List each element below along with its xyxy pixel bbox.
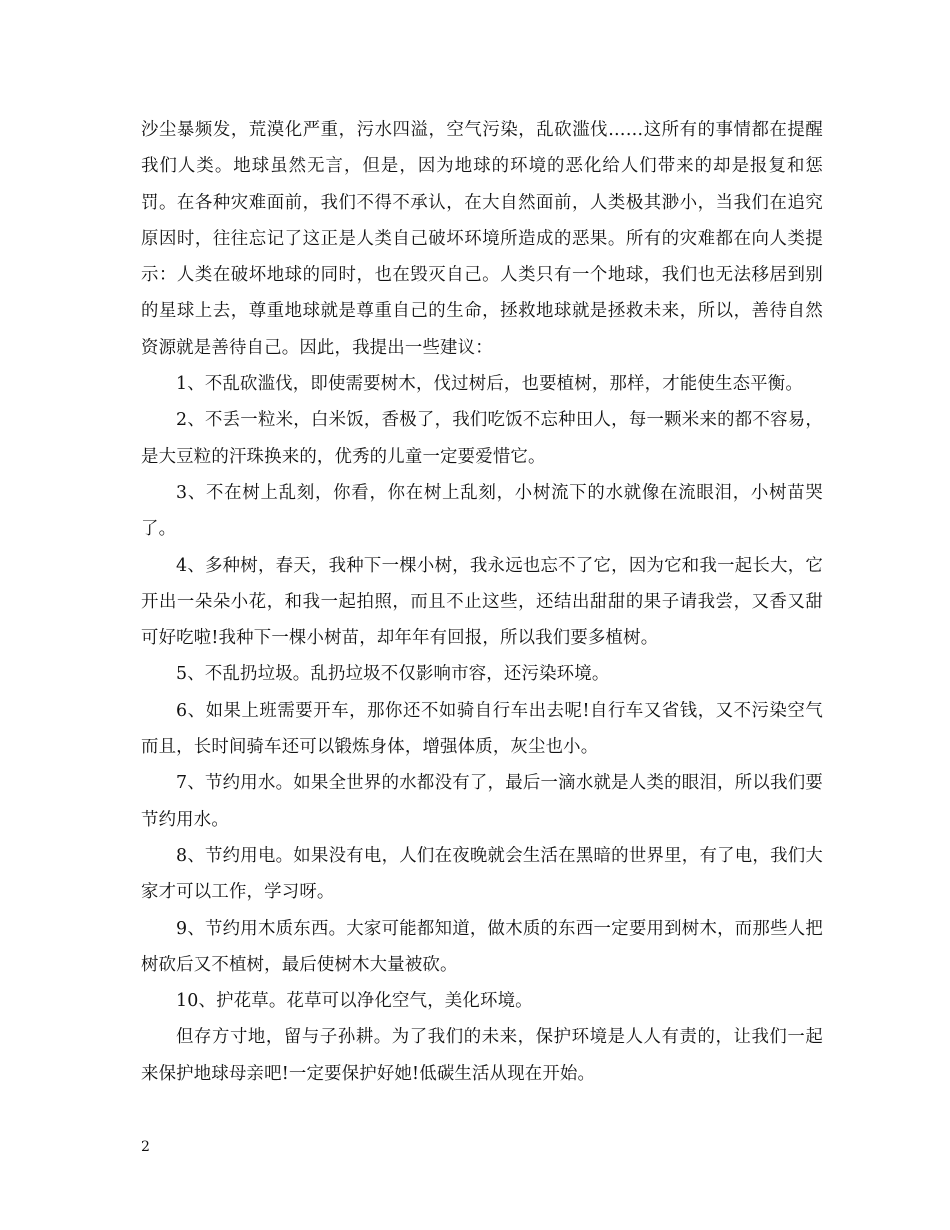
suggestion-item-8: 8、节约用电。如果没有电，人们在夜晚就会生活在黑暗的世界里，有了电，我们大家才可以工作，学习呀。 — [141, 845, 823, 903]
suggestion-item-4: 4、多种树，春天，我种下一棵小树，我永远也忘不了它，因为它和我一起长大，它开出一朵朵小花，和我一起拍照，而且不止这些，还结出甜甜的果子请我尝，又香又甜可好吃啦!我种下一棵小树苗，却年年有回报，所以我们要多植树。 — [141, 555, 823, 649]
suggestion-item-1: 1、不乱砍滥伐，即使需要树木，伐过树后，也要植树，那样，才能使生态平衡。 — [176, 374, 803, 395]
intro-paragraph: 沙尘暴频发，荒漠化严重，污水四溢，空气污染，乱砍滥伐……这所有的事情都在提醒我们人类。地球虽然无言，但是，因为地球的环境的恶化给人们带来的却是报复和惩罚。在各种灾难面前，我们不得不承认，在大自然面前，人类极其渺小，当我们在追究原因时，往往忘记了这正是人类自己破坏环境所造成的恶果。所有的灾难都在向人类提示：人类在破坏地球的同时，也在毁灭自己。人类只有一个地球，我们也无法移居到别的星球上去，尊重地球就是尊重自己的生命，拯救地球就是拯救未来，所以，善待自然资源就是善待自己。因此，我提出一些建议： — [141, 120, 823, 358]
suggestion-item-10: 10、护花草。花草可以净化空气，美化环境。 — [176, 991, 533, 1012]
document-body — [141, 112, 823, 1092]
page-number: 2 — [141, 1139, 150, 1155]
suggestion-item-6: 6、如果上班需要开车，那你还不如骑自行车出去呢!自行车又省钱，又不污染空气而且，长时间骑车还可以锻炼身体，增强体质，灰尘也小。 — [141, 700, 823, 758]
suggestion-item-5: 5、不乱扔垃圾。乱扔垃圾不仅影响市容，还污染环境。 — [176, 664, 610, 685]
suggestion-item-7: 7、节约用水。如果全世界的水都没有了，最后一滴水就是人类的眼泪，所以我们要节约用水。 — [141, 773, 823, 830]
suggestion-item-9: 9、节约用木质东西。大家可能都知道，做木质的东西一定要用到树木，而那些人把树砍后又不植树，最后使树木大量被砍。 — [141, 918, 823, 975]
suggestion-item-2: 2、不丢一粒米，白米饭，香极了，我们吃饭不忘种田人，每一颗米来的都不容易，是大豆粒的汗珠换来的，优秀的儿童一定要爱惜它。 — [141, 410, 823, 467]
suggestion-item-3: 3、不在树上乱刻，你看，你在树上乱刻，小树流下的水就像在流眼泪，小树苗哭了。 — [141, 482, 823, 540]
closing-paragraph: 但存方寸地，留与子孙耕。为了我们的未来，保护环境是人人有责的，让我们一起来保护地球母亲吧!一定要保护好她!低碳生活从现在开始。 — [141, 1027, 823, 1084]
